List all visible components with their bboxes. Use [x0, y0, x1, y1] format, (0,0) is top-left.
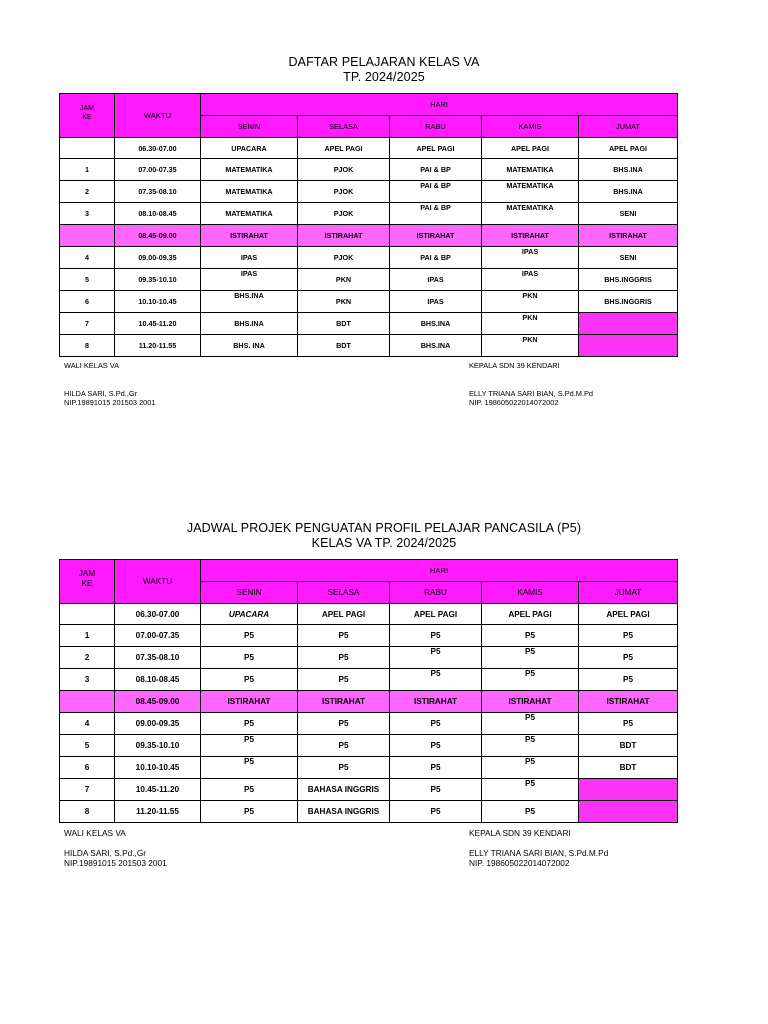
signature-left-role: WALI KELAS VA — [64, 361, 120, 370]
header-waktu — [115, 94, 201, 138]
rabu-cell: P5 — [390, 801, 482, 823]
kamis-cell — [482, 779, 579, 801]
table-row — [60, 604, 678, 625]
senin-cell: MATEMATIKA — [201, 159, 298, 181]
schedule-title — [0, 55, 768, 85]
kamis-cell: MATEMATIKA — [482, 159, 579, 181]
selasa-cell: BDT — [298, 313, 390, 335]
kamis-cell: P5 — [482, 625, 579, 647]
waktu-cell: 08.45-09.00 — [115, 691, 201, 713]
jumat-cell: P5 — [579, 669, 678, 691]
senin-cell: P5 — [201, 713, 298, 735]
table-row — [60, 269, 678, 291]
kamis-cell-text: P5 — [524, 757, 535, 766]
selasa-cell: P5 — [298, 757, 390, 779]
rabu-cell: P5 — [390, 625, 482, 647]
table-row — [60, 735, 678, 757]
kamis-cell — [482, 735, 579, 757]
selasa-cell: BAHASA INGGRIS — [298, 801, 390, 823]
waktu-cell: 09.00-09.35 — [115, 247, 201, 269]
jumat-cell: P5 — [579, 625, 678, 647]
kamis-cell-text: P5 — [524, 669, 535, 678]
selasa-cell: PJOK — [298, 247, 390, 269]
rabu-cell: APEL PAGI — [390, 604, 482, 625]
rabu-cell-text: PAI & BP — [420, 181, 451, 190]
selasa-cell: PKN — [298, 269, 390, 291]
jumat-cell-empty — [579, 801, 678, 823]
jumat-cell: P5 — [579, 647, 678, 669]
jumat-cell-empty — [579, 335, 678, 357]
jumat-cell: P5 — [579, 713, 678, 735]
jumat-cell: BHS.INGGRIS — [579, 291, 678, 313]
waktu-cell: 10.45-11.20 — [115, 779, 201, 801]
kamis-cell: ISTIRAHAT — [482, 225, 579, 247]
jam-cell — [60, 138, 115, 159]
senin-cell: MATEMATIKA — [201, 203, 298, 225]
senin-cell: MATEMATIKA — [201, 181, 298, 203]
kamis-cell — [482, 647, 579, 669]
rabu-cell: P5 — [390, 757, 482, 779]
table-row — [60, 625, 678, 647]
kamis-cell — [482, 313, 579, 335]
rabu-cell: BHS.INA — [390, 335, 482, 357]
rabu-cell: PAI & BP — [390, 247, 482, 269]
waktu-cell: 11.20-11.55 — [115, 801, 201, 823]
senin-cell: ISTIRAHAT — [201, 225, 298, 247]
jam-cell: 7 — [60, 779, 115, 801]
jumat-cell: APEL PAGI — [579, 138, 678, 159]
table-row — [60, 757, 678, 779]
table-row — [60, 669, 678, 691]
selasa-cell: ISTIRAHAT — [298, 225, 390, 247]
p5-schedule-title — [0, 521, 768, 551]
kamis-cell: APEL PAGI — [482, 138, 579, 159]
selasa-cell: P5 — [298, 647, 390, 669]
jam-cell: 5 — [60, 269, 115, 291]
selasa-cell: PJOK — [298, 181, 390, 203]
jam-cell: 2 — [60, 647, 115, 669]
lesson-schedule-table — [59, 93, 678, 357]
senin-cell — [201, 291, 298, 313]
kamis-cell-text: IPAS — [521, 247, 539, 256]
rabu-cell: ISTIRAHAT — [390, 691, 482, 713]
selasa-cell: P5 — [298, 625, 390, 647]
waktu-cell: 06.30-07.00 — [115, 604, 201, 625]
kamis-cell: ISTIRAHAT — [482, 691, 579, 713]
waktu-cell: 07.35-08.10 — [115, 647, 201, 669]
kamis-cell — [482, 269, 579, 291]
rabu-cell — [390, 669, 482, 691]
header-day-jumat: JUMAT — [579, 582, 678, 604]
senin-cell-text: P5 — [243, 735, 254, 744]
senin-cell — [201, 735, 298, 757]
kamis-cell: P5 — [482, 801, 579, 823]
kamis-cell-text: PKN — [522, 313, 538, 322]
header-day-rabu: RABU — [390, 116, 482, 138]
signature-left-nip: NIP.19891015 201503 2001 — [64, 858, 167, 868]
rabu-cell: IPAS — [390, 269, 482, 291]
table-row — [60, 801, 678, 823]
header-jam-ke-label: JAM KE — [80, 104, 94, 121]
waktu-cell: 08.45-09.00 — [115, 225, 201, 247]
kamis-cell-text: MATEMATIKA — [506, 203, 554, 212]
selasa-cell: APEL PAGI — [298, 138, 390, 159]
header-hari — [201, 560, 678, 582]
schedule-title-line2: TP. 2024/2025 — [343, 70, 425, 84]
header-day-jumat: JUMAT — [579, 116, 678, 138]
jam-cell: 3 — [60, 669, 115, 691]
header-day-kamis: KAMIS — [482, 582, 579, 604]
kamis-cell — [482, 247, 579, 269]
rabu-cell — [390, 203, 482, 225]
signature-right-nip: NIP. 198605022014072002 — [469, 398, 559, 407]
jumat-cell: BHS.INA — [579, 159, 678, 181]
jumat-cell-empty — [579, 313, 678, 335]
p5-title-line2: KELAS VA TP. 2024/2025 — [311, 536, 457, 550]
header-hari — [201, 94, 678, 116]
waktu-cell: 10.10-10.45 — [115, 291, 201, 313]
kamis-cell-text: MATEMATIKA — [506, 181, 554, 190]
jumat-cell: BDT — [579, 735, 678, 757]
senin-cell: ISTIRAHAT — [201, 691, 298, 713]
kamis-cell-text: P5 — [524, 713, 535, 722]
p5-signature-left — [64, 828, 167, 868]
kamis-cell-text: P5 — [524, 735, 535, 744]
p5-title-line1: JADWAL PROJEK PENGUATAN PROFIL PELAJAR PANCASILA (P5) — [186, 521, 582, 535]
jam-cell: 1 — [60, 159, 115, 181]
kamis-cell — [482, 757, 579, 779]
waktu-cell: 07.35-08.10 — [115, 181, 201, 203]
jam-cell: 2 — [60, 181, 115, 203]
senin-cell: P5 — [201, 647, 298, 669]
senin-cell: P5 — [201, 779, 298, 801]
waktu-cell: 09.00-09.35 — [115, 713, 201, 735]
table-row — [60, 647, 678, 669]
signature-right-name: ELLY TRIANA SARI BIAN, S.Pd.M.Pd — [469, 389, 594, 398]
senin-cell-text: IPAS — [240, 269, 258, 278]
jumat-cell: SENI — [579, 203, 678, 225]
signature-left-name: HILDA SARI, S.Pd.,Gr — [64, 389, 138, 398]
header-day-senin: SENIN — [201, 582, 298, 604]
header-hari-label: HARI — [430, 100, 448, 109]
senin-cell: P5 — [201, 669, 298, 691]
kamis-cell: APEL PAGI — [482, 604, 579, 625]
waktu-cell: 07.00-07.35 — [115, 625, 201, 647]
senin-cell — [201, 269, 298, 291]
header-day-rabu: RABU — [390, 582, 482, 604]
table-row — [60, 779, 678, 801]
jam-cell: 1 — [60, 625, 115, 647]
rabu-cell: P5 — [390, 779, 482, 801]
header-jam-ke-label: JAM KE — [78, 568, 96, 588]
header-waktu — [115, 560, 201, 604]
header-day-kamis: KAMIS — [482, 116, 579, 138]
kamis-cell-text: PKN — [522, 291, 538, 300]
senin-cell: UPACARA — [201, 604, 298, 625]
kamis-cell — [482, 713, 579, 735]
senin-cell: P5 — [201, 801, 298, 823]
signature-right-role: KEPALA SDN 39 KENDARI — [469, 828, 571, 838]
rabu-cell: IPAS — [390, 291, 482, 313]
break-row — [60, 225, 678, 247]
jumat-cell: BHS.INGGRIS — [579, 269, 678, 291]
jam-cell: 6 — [60, 291, 115, 313]
selasa-cell: PJOK — [298, 159, 390, 181]
kamis-cell-text: P5 — [524, 779, 535, 788]
rabu-cell-text: P5 — [430, 669, 441, 678]
selasa-cell: PKN — [298, 291, 390, 313]
table-row — [60, 335, 678, 357]
rabu-cell: APEL PAGI — [390, 138, 482, 159]
waktu-cell: 08.10-08.45 — [115, 669, 201, 691]
table-row — [60, 247, 678, 269]
senin-cell: BHS.INA — [201, 313, 298, 335]
header-waktu-label: WAKTU — [143, 111, 172, 120]
rabu-cell: P5 — [390, 713, 482, 735]
p5-signature-right — [469, 828, 608, 868]
jam-cell: 4 — [60, 247, 115, 269]
header-waktu-label: WAKTU — [142, 577, 173, 586]
jam-cell — [60, 691, 115, 713]
jam-cell — [60, 225, 115, 247]
jumat-cell: SENI — [579, 247, 678, 269]
signature-left-role: WALI KELAS VA — [64, 828, 126, 838]
signature-right-role: KEPALA SDN 39 KENDARI — [469, 361, 560, 370]
kamis-cell — [482, 291, 579, 313]
jumat-cell: ISTIRAHAT — [579, 691, 678, 713]
rabu-cell — [390, 181, 482, 203]
jam-cell: 4 — [60, 713, 115, 735]
table-row — [60, 181, 678, 203]
header-hari-label: HARI — [429, 566, 449, 575]
rabu-cell: P5 — [390, 735, 482, 757]
jam-cell: 5 — [60, 735, 115, 757]
waktu-cell: 10.10-10.45 — [115, 757, 201, 779]
kamis-cell — [482, 669, 579, 691]
table-row — [60, 291, 678, 313]
selasa-cell: P5 — [298, 669, 390, 691]
senin-cell: UPACARA — [201, 138, 298, 159]
kamis-cell-text: P5 — [524, 647, 535, 656]
header-day-senin: SENIN — [201, 116, 298, 138]
waktu-cell: 09.35-10.10 — [115, 735, 201, 757]
kamis-cell — [482, 181, 579, 203]
waktu-cell: 09.35-10.10 — [115, 269, 201, 291]
table-row — [60, 138, 678, 159]
rabu-cell — [390, 647, 482, 669]
selasa-cell: APEL PAGI — [298, 604, 390, 625]
header-jam-ke — [60, 94, 115, 138]
waktu-cell: 11.20-11.55 — [115, 335, 201, 357]
break-row — [60, 691, 678, 713]
signature-left-name: HILDA SARI, S.Pd.,Gr — [64, 848, 147, 858]
jumat-cell-empty — [579, 779, 678, 801]
jumat-cell: ISTIRAHAT — [579, 225, 678, 247]
kamis-cell — [482, 203, 579, 225]
header-jam-ke — [60, 560, 115, 604]
header-day-selasa: SELASA — [298, 116, 390, 138]
p5-schedule-table — [59, 559, 678, 823]
selasa-cell: BDT — [298, 335, 390, 357]
jam-cell: 3 — [60, 203, 115, 225]
selasa-cell: P5 — [298, 713, 390, 735]
kamis-cell-text: PKN — [522, 335, 538, 344]
rabu-cell: ISTIRAHAT — [390, 225, 482, 247]
jam-cell: 8 — [60, 335, 115, 357]
senin-cell-text: BHS.INA — [234, 291, 264, 300]
jam-cell: 6 — [60, 757, 115, 779]
senin-cell: IPAS — [201, 247, 298, 269]
jumat-cell: APEL PAGI — [579, 604, 678, 625]
senin-cell-text: P5 — [243, 757, 254, 766]
jam-cell — [60, 604, 115, 625]
rabu-cell-text: PAI & BP — [420, 203, 451, 212]
jam-cell: 7 — [60, 313, 115, 335]
senin-cell: BHS. INA — [201, 335, 298, 357]
waktu-cell: 08.10-08.45 — [115, 203, 201, 225]
signature-right — [469, 361, 593, 407]
jumat-cell: BDT — [579, 757, 678, 779]
senin-cell: P5 — [201, 625, 298, 647]
selasa-cell: P5 — [298, 735, 390, 757]
signature-right-nip: NIP. 198605022014072002 — [469, 858, 570, 868]
senin-cell — [201, 757, 298, 779]
rabu-cell: BHS.INA — [390, 313, 482, 335]
signature-left — [64, 361, 156, 407]
rabu-cell-text: P5 — [430, 647, 441, 656]
kamis-cell — [482, 335, 579, 357]
jumat-cell: BHS.INA — [579, 181, 678, 203]
table-row — [60, 159, 678, 181]
selasa-cell: BAHASA INGGRIS — [298, 779, 390, 801]
waktu-cell: 06.30-07.00 — [115, 138, 201, 159]
table-row — [60, 313, 678, 335]
jam-cell: 8 — [60, 801, 115, 823]
signature-left-nip: NIP.19891015 201503 2001 — [64, 398, 156, 407]
selasa-cell: ISTIRAHAT — [298, 691, 390, 713]
table-row — [60, 713, 678, 735]
waktu-cell: 10.45-11.20 — [115, 313, 201, 335]
rabu-cell: PAI & BP — [390, 159, 482, 181]
kamis-cell-text: IPAS — [521, 269, 539, 278]
signature-right-name: ELLY TRIANA SARI BIAN, S.Pd.M.Pd — [469, 848, 609, 858]
table-row — [60, 203, 678, 225]
waktu-cell: 07.00-07.35 — [115, 159, 201, 181]
header-day-selasa: SELASA — [298, 582, 390, 604]
selasa-cell: PJOK — [298, 203, 390, 225]
schedule-title-line1: DAFTAR PELAJARAN KELAS VA — [288, 55, 480, 69]
